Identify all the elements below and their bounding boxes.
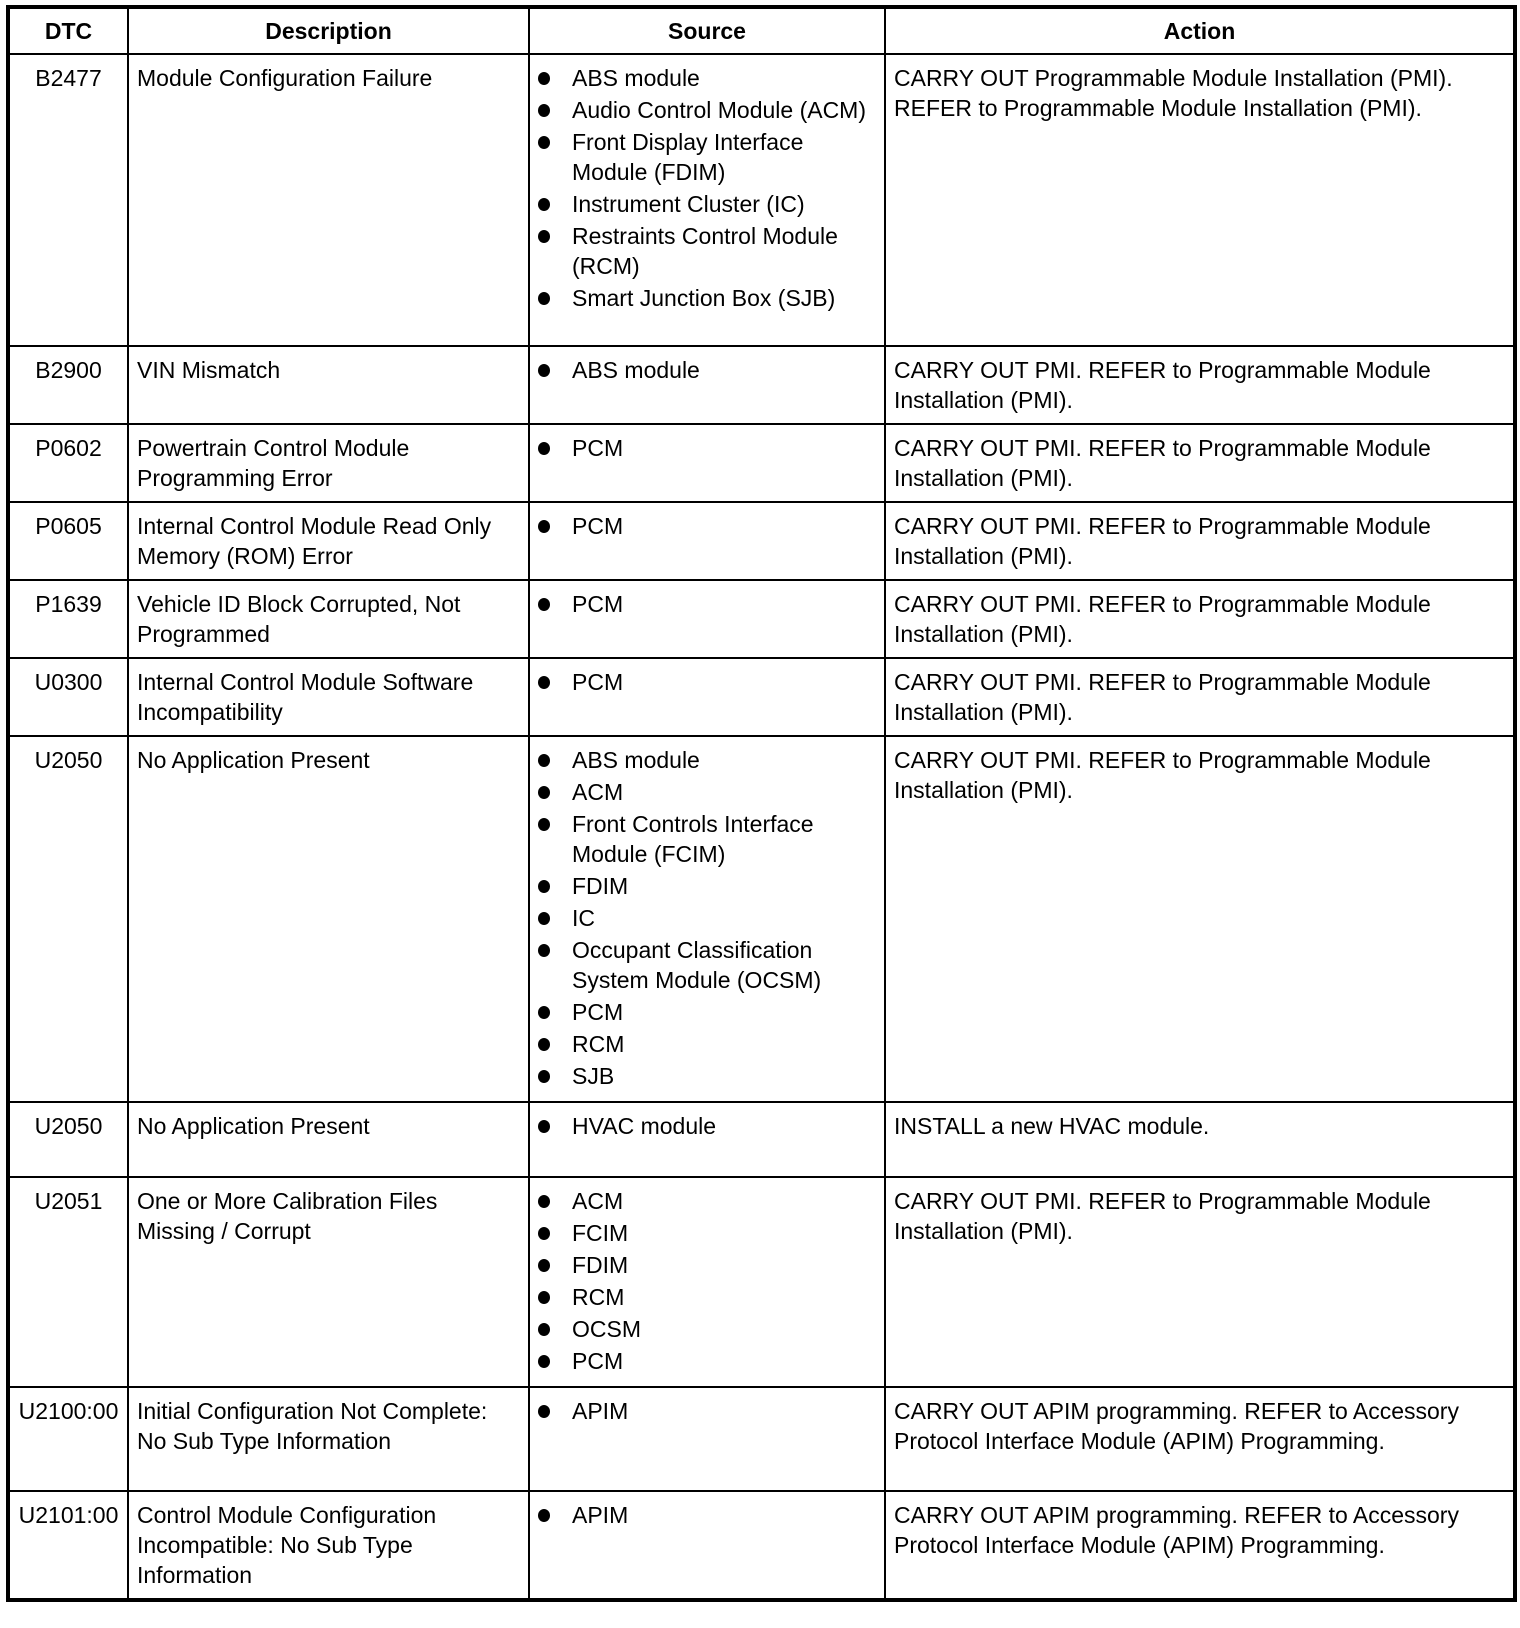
dtc-description: VIN Mismatch xyxy=(128,346,529,424)
dtc-action: CARRY OUT PMI. REFER to Programmable Module Installation (PMI). xyxy=(885,658,1515,736)
source-list xyxy=(538,1396,876,1426)
source-item-label: HVAC module xyxy=(572,1113,717,1139)
table-row xyxy=(8,1177,1515,1387)
dtc-action: CARRY OUT PMI. REFER to Programmable Module Installation (PMI). xyxy=(885,1177,1515,1387)
source-item xyxy=(538,95,876,125)
source-list xyxy=(538,511,876,541)
table-row xyxy=(8,658,1515,736)
source-list xyxy=(538,589,876,619)
dtc-description: Powertrain Control Module Programming Error xyxy=(128,424,529,502)
source-item-label: ABS module xyxy=(572,357,700,383)
bullet-icon xyxy=(538,1405,550,1418)
dtc-action: CARRY OUT PMI. REFER to Programmable Module Installation (PMI). xyxy=(885,736,1515,1102)
header-action: Action xyxy=(885,7,1515,54)
dtc-action: CARRY OUT APIM programming. REFER to Accessory Protocol Interface Module (APIM) Programming. xyxy=(885,1491,1515,1600)
bullet-icon xyxy=(538,292,550,305)
table-row xyxy=(8,1491,1515,1600)
bullet-icon xyxy=(538,198,550,211)
source-item xyxy=(538,935,876,995)
dtc-code: U2050 xyxy=(8,1102,128,1177)
source-item xyxy=(538,127,876,187)
source-item xyxy=(538,1500,876,1530)
source-item-label: FDIM xyxy=(572,1252,629,1278)
bullet-icon xyxy=(538,944,550,957)
bullet-icon xyxy=(538,754,550,767)
dtc-table xyxy=(6,5,1517,1602)
source-item-label: Instrument Cluster (IC) xyxy=(572,191,805,217)
source-item xyxy=(538,1111,876,1141)
source-item xyxy=(538,997,876,1027)
source-list xyxy=(538,63,876,313)
source-item xyxy=(538,777,876,807)
dtc-code: U0300 xyxy=(8,658,128,736)
source-item-label: PCM xyxy=(572,513,624,539)
source-item-label: FCIM xyxy=(572,1220,629,1246)
dtc-source xyxy=(529,1177,885,1387)
source-list xyxy=(538,355,876,385)
table-row xyxy=(8,502,1515,580)
source-item-label: APIM xyxy=(572,1502,629,1528)
dtc-code: U2050 xyxy=(8,736,128,1102)
dtc-action: CARRY OUT APIM programming. REFER to Accessory Protocol Interface Module (APIM) Programming. xyxy=(885,1387,1515,1491)
bullet-icon xyxy=(538,1227,550,1240)
bullet-icon xyxy=(538,1006,550,1019)
table-row xyxy=(8,580,1515,658)
source-item xyxy=(538,1346,876,1376)
dtc-description: One or More Calibration Files Missing / Corrupt xyxy=(128,1177,529,1387)
dtc-action: CARRY OUT PMI. REFER to Programmable Module Installation (PMI). xyxy=(885,580,1515,658)
bullet-icon xyxy=(538,880,550,893)
source-item-label: PCM xyxy=(572,591,624,617)
bullet-icon xyxy=(538,1070,550,1083)
dtc-description: No Application Present xyxy=(128,736,529,1102)
dtc-action: CARRY OUT PMI. REFER to Programmable Module Installation (PMI). xyxy=(885,424,1515,502)
source-item-label: PCM xyxy=(572,999,624,1025)
source-item xyxy=(538,283,876,313)
dtc-action: CARRY OUT Programmable Module Installation (PMI). REFER to Programmable Module Installation (PMI). xyxy=(885,54,1515,346)
dtc-source xyxy=(529,736,885,1102)
dtc-source xyxy=(529,54,885,346)
bullet-icon xyxy=(538,72,550,85)
source-item xyxy=(538,511,876,541)
source-item xyxy=(538,871,876,901)
source-item xyxy=(538,63,876,93)
source-item-label: RCM xyxy=(572,1284,625,1310)
dtc-description: Vehicle ID Block Corrupted, Not Programmed xyxy=(128,580,529,658)
dtc-description: Internal Control Module Read Only Memory (ROM) Error xyxy=(128,502,529,580)
source-list xyxy=(538,433,876,463)
source-item-label: ACM xyxy=(572,779,624,805)
dtc-action: CARRY OUT PMI. REFER to Programmable Module Installation (PMI). xyxy=(885,346,1515,424)
source-item xyxy=(538,221,876,281)
source-item-label: Smart Junction Box (SJB) xyxy=(572,285,836,311)
bullet-icon xyxy=(538,230,550,243)
source-item xyxy=(538,433,876,463)
source-item xyxy=(538,809,876,869)
dtc-description: Module Configuration Failure xyxy=(128,54,529,346)
source-item-label: OCSM xyxy=(572,1316,641,1342)
source-item xyxy=(538,1396,876,1426)
source-item-label: ABS module xyxy=(572,747,700,773)
dtc-code: U2100:00 xyxy=(8,1387,128,1491)
table-row xyxy=(8,1387,1515,1491)
source-item-label: Audio Control Module (ACM) xyxy=(572,97,867,123)
dtc-code: U2101:00 xyxy=(8,1491,128,1600)
dtc-action: CARRY OUT PMI. REFER to Programmable Module Installation (PMI). xyxy=(885,502,1515,580)
bullet-icon xyxy=(538,1195,550,1208)
bullet-icon xyxy=(538,786,550,799)
dtc-source xyxy=(529,658,885,736)
table-row xyxy=(8,1102,1515,1177)
bullet-icon xyxy=(538,1120,550,1133)
source-item xyxy=(538,1061,876,1091)
dtc-source xyxy=(529,1387,885,1491)
dtc-description: Initial Configuration Not Complete: No Sub Type Information xyxy=(128,1387,529,1491)
source-item-label: Occupant Classification System Module (OCSM) xyxy=(572,937,822,993)
source-item xyxy=(538,903,876,933)
dtc-code: P0605 xyxy=(8,502,128,580)
dtc-code: B2477 xyxy=(8,54,128,346)
bullet-icon xyxy=(538,1038,550,1051)
table-row xyxy=(8,736,1515,1102)
source-list xyxy=(538,1186,876,1376)
bullet-icon xyxy=(538,818,550,831)
header-row xyxy=(8,7,1515,54)
bullet-icon xyxy=(538,136,550,149)
bullet-icon xyxy=(538,520,550,533)
source-item xyxy=(538,355,876,385)
dtc-source xyxy=(529,502,885,580)
dtc-description: Internal Control Module Software Incompatibility xyxy=(128,658,529,736)
bullet-icon xyxy=(538,676,550,689)
source-item-label: ABS module xyxy=(572,65,700,91)
header-description: Description xyxy=(128,7,529,54)
source-item-label: PCM xyxy=(572,1348,624,1374)
bullet-icon xyxy=(538,912,550,925)
dtc-source xyxy=(529,580,885,658)
bullet-icon xyxy=(538,1355,550,1368)
source-item xyxy=(538,1250,876,1280)
header-source: Source xyxy=(529,7,885,54)
table-row xyxy=(8,346,1515,424)
source-item xyxy=(538,189,876,219)
dtc-code: B2900 xyxy=(8,346,128,424)
dtc-code: U2051 xyxy=(8,1177,128,1387)
bullet-icon xyxy=(538,1259,550,1272)
source-item-label: PCM xyxy=(572,435,624,461)
bullet-icon xyxy=(538,1509,550,1522)
source-list xyxy=(538,1500,876,1530)
source-item xyxy=(538,1314,876,1344)
source-item-label: Front Controls Interface Module (FCIM) xyxy=(572,811,814,867)
source-item-label: PCM xyxy=(572,669,624,695)
bullet-icon xyxy=(538,1291,550,1304)
bullet-icon xyxy=(538,364,550,377)
source-list xyxy=(538,745,876,1091)
bullet-icon xyxy=(538,1323,550,1336)
dtc-source xyxy=(529,1102,885,1177)
dtc-source xyxy=(529,1491,885,1600)
source-item xyxy=(538,667,876,697)
source-item-label: Front Display Interface Module (FDIM) xyxy=(572,129,804,185)
dtc-code: P1639 xyxy=(8,580,128,658)
source-item xyxy=(538,1282,876,1312)
bullet-icon xyxy=(538,598,550,611)
dtc-source xyxy=(529,424,885,502)
header-dtc: DTC xyxy=(8,7,128,54)
bullet-icon xyxy=(538,442,550,455)
source-item xyxy=(538,1029,876,1059)
source-list xyxy=(538,1111,876,1141)
source-list xyxy=(538,667,876,697)
source-item-label: ACM xyxy=(572,1188,624,1214)
dtc-source xyxy=(529,346,885,424)
source-item xyxy=(538,1186,876,1216)
dtc-description: No Application Present xyxy=(128,1102,529,1177)
table-body xyxy=(8,54,1515,1600)
dtc-action: INSTALL a new HVAC module. xyxy=(885,1102,1515,1177)
source-item-label: IC xyxy=(572,905,595,931)
source-item-label: SJB xyxy=(572,1063,615,1089)
source-item-label: RCM xyxy=(572,1031,625,1057)
source-item-label: FDIM xyxy=(572,873,629,899)
source-item-label: APIM xyxy=(572,1398,629,1424)
table-row xyxy=(8,54,1515,346)
source-item xyxy=(538,1218,876,1248)
source-item xyxy=(538,589,876,619)
bullet-icon xyxy=(538,104,550,117)
source-item-label: Restraints Control Module (RCM) xyxy=(572,223,838,279)
source-item xyxy=(538,745,876,775)
dtc-code: P0602 xyxy=(8,424,128,502)
table-row xyxy=(8,424,1515,502)
dtc-description: Control Module Configuration Incompatible: No Sub Type Information xyxy=(128,1491,529,1600)
